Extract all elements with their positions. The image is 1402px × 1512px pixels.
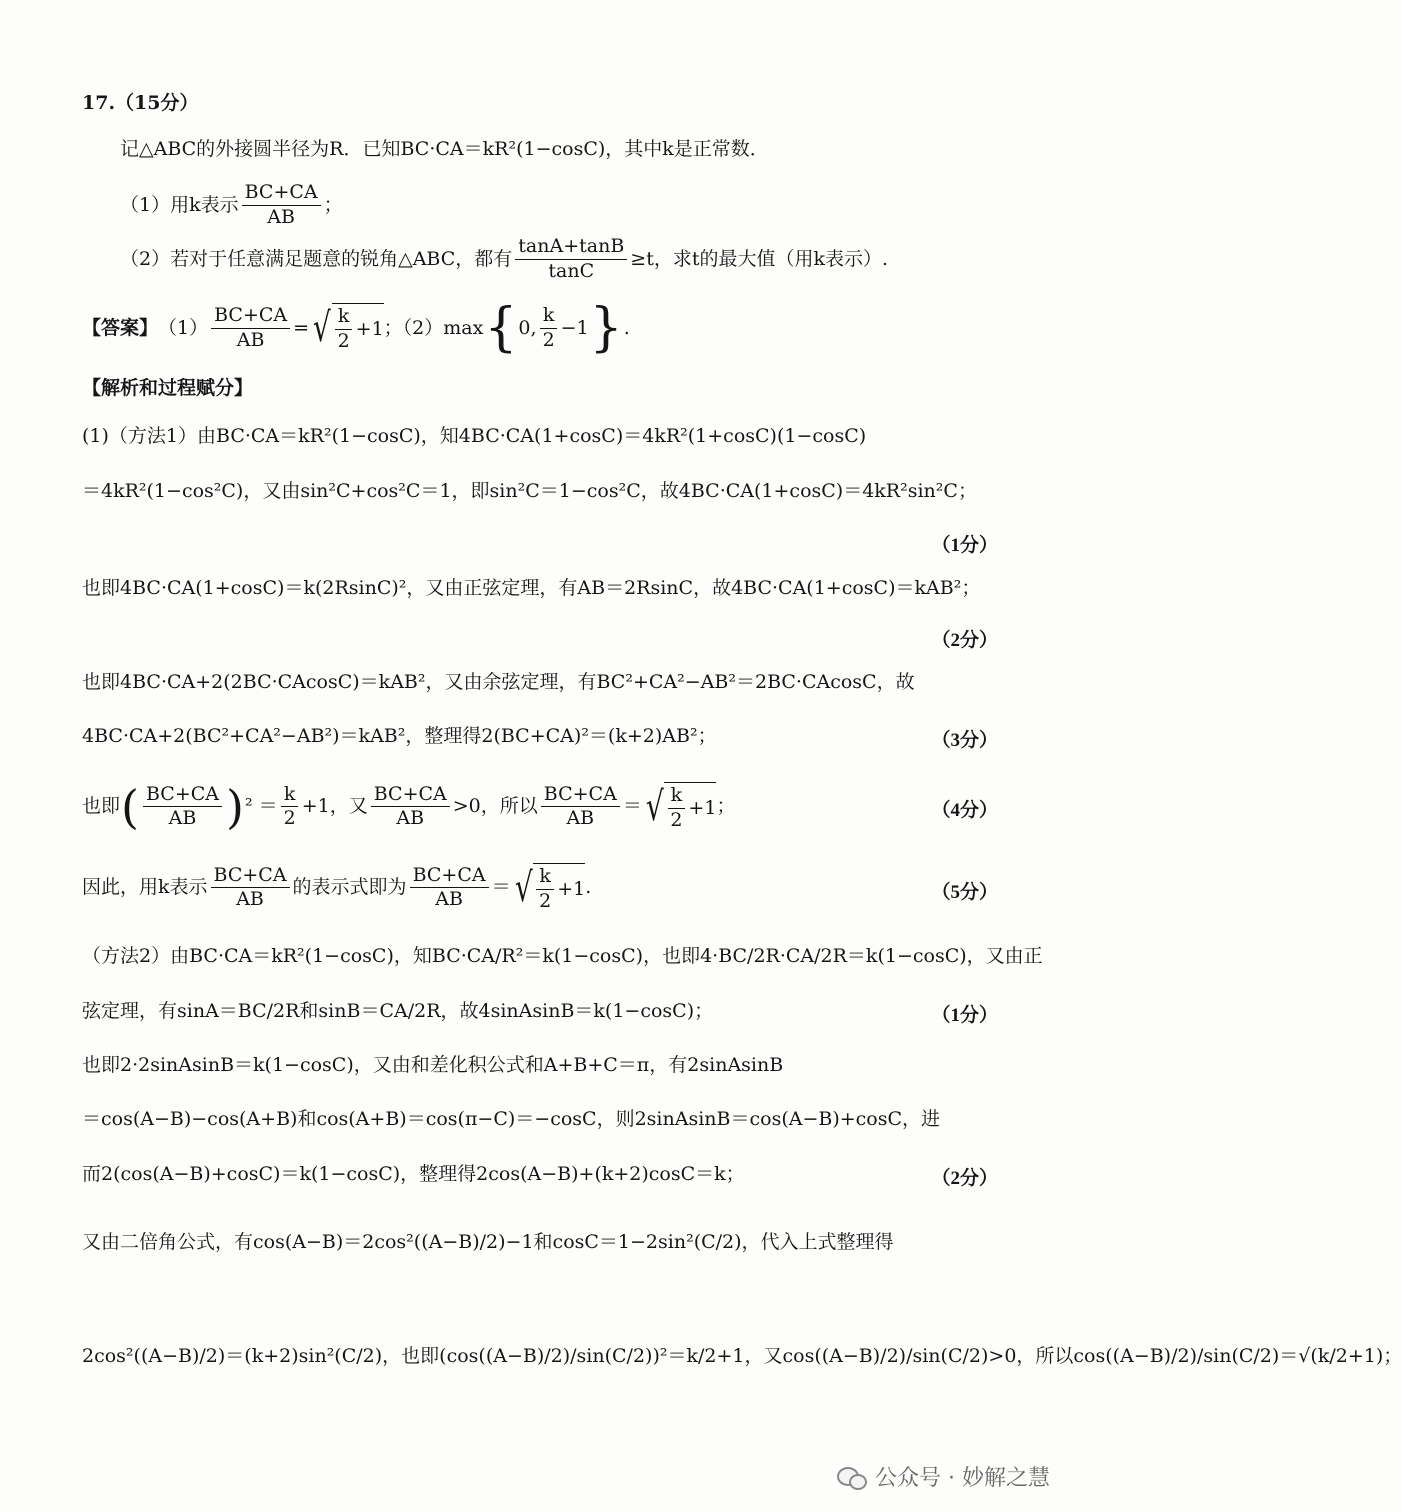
answer-equals: = — [293, 316, 310, 339]
part1-text: （1）用k表示 — [120, 193, 239, 216]
radical-sign: √ — [514, 864, 533, 911]
line6-fraction-1 — [143, 784, 222, 831]
line6-sqrt — [642, 782, 717, 832]
line6-numerator-2: BC+CA — [371, 784, 450, 808]
score-4: （4分） — [931, 800, 998, 821]
left-paren: ( — [121, 779, 139, 834]
line6-c: +1，又 — [301, 795, 368, 818]
score-5: （5分） — [931, 882, 998, 903]
line7-c: ＝ — [491, 876, 511, 899]
line7-root-k: k — [536, 866, 554, 890]
line6-numerator-1: BC+CA — [143, 784, 222, 808]
line6-denominator-2: AB — [396, 807, 425, 830]
answer-line — [82, 298, 1000, 358]
radical-sign: √ — [312, 305, 331, 351]
answer-set-numerator: k — [540, 305, 558, 329]
line7-sqrt — [511, 863, 586, 913]
answer-sqrt — [309, 303, 384, 353]
watermark-text: 公众号 · 妙解之慧 — [875, 1466, 1050, 1491]
problem-part2 — [120, 236, 1000, 283]
line6-f: ； — [716, 795, 736, 818]
line7-root-fraction — [536, 866, 554, 913]
analysis-line-11: ＝cos(A−B)−cos(A+B)和cos(A+B)＝cos(π−C)＝−cosC，则2sinAsinB＝cos(A−B)+cosC，进 — [82, 1108, 941, 1130]
analysis-line-8: （方法2）由BC·CA＝kR²(1−cosC)，知BC·CA/R²＝k(1−cosC)，也即4·BC/2R·CA/2R＝k(1−cosC)，又由正 — [82, 945, 1043, 967]
part2-fraction — [515, 236, 627, 283]
score-2: （2分） — [931, 630, 998, 651]
line7-denominator-2: AB — [435, 888, 463, 911]
analysis-line-14: 2cos²((A−B)/2)＝(k+2)sin²(C/2)，也即(cos((A−B)/2)/sin(C/2))²＝k/2+1，又cos((A−B)/2)/sin(C/2)>0，所以cos((A−B)/2)/sin(C/2)＝√(k/2+1)； — [82, 1345, 1402, 1367]
score-7: （2分） — [931, 1168, 998, 1189]
line6-2: 2 — [283, 807, 296, 830]
answer-label: 【答案】 — [82, 316, 159, 339]
part1-numerator: BC+CA — [242, 182, 321, 206]
answer-part2: ；（2）max — [383, 316, 484, 339]
right-brace: } — [589, 298, 623, 358]
line7-fraction-1 — [211, 865, 290, 912]
line6-fraction-2 — [371, 784, 450, 831]
score-6: （1分） — [931, 1005, 998, 1026]
line6-fraction-3 — [541, 784, 620, 831]
part1-end: ； — [323, 193, 343, 216]
answer-set-fraction — [540, 305, 558, 352]
part1-denominator: AB — [267, 205, 295, 228]
line6-root-fraction — [667, 785, 685, 832]
line7-root-2: 2 — [539, 889, 552, 912]
line6-e: ＝ — [622, 795, 642, 818]
analysis-line-5: 4BC·CA+2(BC²+CA²−AB²)＝kAB²，整理得2(BC+CA)²＝(k+2)AB²； — [82, 725, 717, 747]
problem-part1 — [120, 182, 1000, 229]
score-1: （1分） — [931, 535, 998, 556]
line6-d: >0，所以 — [452, 795, 538, 818]
line6-denominator-1: AB — [168, 807, 197, 830]
analysis-line-3: 也即4BC·CA(1+cosC)＝k(2RsinC)²，又由正弦定理，有AB＝2RsinC，故4BC·CA(1+cosC)＝kAB²； — [82, 577, 981, 599]
part1-fraction — [242, 182, 321, 229]
line6-plus-one: +1 — [688, 796, 717, 819]
analysis-line-1: (1)（方法1）由BC·CA＝kR²(1−cosC)，知4BC·CA(1+cosC)＝4kR²(1+cosC)(1−cosC) — [82, 425, 867, 447]
problem-statement: 记△ABC的外接圆半径为R．已知BC·CA＝kR²(1−cosC)，其中k是正常数． — [120, 138, 769, 160]
analysis-line-13: 又由二倍角公式，有cos(A−B)＝2cos²((A−B)/2)−1和cosC＝1−2sin²(C/2)，代入上式整理得 — [82, 1231, 894, 1253]
line6-k: k — [281, 784, 299, 808]
answer-root-numerator: k — [335, 306, 353, 330]
radical-sign: √ — [645, 783, 664, 830]
answer-set-minus-one: −1 — [560, 316, 589, 339]
line7-fraction-2 — [410, 865, 489, 912]
line7-a: 因此，用k表示 — [82, 876, 208, 899]
answer-denominator: AB — [236, 328, 265, 351]
line6-denominator-3: AB — [566, 807, 595, 830]
line6-b: ² ＝ — [244, 795, 278, 818]
part2-numerator: tanA+tanB — [515, 236, 627, 260]
line6-numerator-3: BC+CA — [541, 784, 620, 808]
right-paren: ) — [226, 779, 244, 834]
analysis-line-4: 也即4BC·CA+2(2BC·CAcosC)＝kAB²，又由余弦定理，有BC²+CA²−AB²＝2BC·CAcosC，故 — [82, 671, 915, 693]
part2-denominator: tanC — [548, 259, 595, 282]
score-3: （3分） — [931, 730, 998, 751]
answer-plus-one: +1 — [355, 318, 384, 341]
part2-end: ≥t，求t的最大值（用k表示）. — [630, 247, 889, 270]
analysis-line-10: 也即2·2sinAsinB＝k(1−cosC)，又由和差化积公式和A+B+C＝π，有2sinAsinB — [82, 1054, 784, 1076]
answer-set-denominator: 2 — [542, 328, 555, 351]
problem-number: 17.（15分） — [82, 92, 199, 114]
analysis-line-9: 弦定理，有sinA＝BC/2R和sinB＝CA/2R，故4sinAsinB＝k(1−cosC)； — [82, 1000, 714, 1022]
left-brace: { — [484, 298, 518, 358]
analysis-line-7 — [82, 863, 880, 913]
answer-root-denominator: 2 — [337, 330, 350, 352]
answer-end: . — [623, 316, 630, 339]
analysis-line-2: ＝4kR²(1−cos²C)，又由sin²C+cos²C＝1，即sin²C＝1−cos²C，故4BC·CA(1+cosC)＝4kR²sin²C； — [82, 480, 977, 502]
line6-fraction-k — [281, 784, 299, 831]
line7-b: 的表示式即为 — [292, 876, 407, 899]
answer-fraction — [211, 305, 290, 352]
analysis-line-12: 而2(cos(A−B)+cosC)＝k(1−cosC)，整理得2cos(A−B)+(k+2)cosC＝k； — [82, 1163, 745, 1185]
watermark — [837, 1461, 1050, 1492]
line7-numerator-2: BC+CA — [410, 865, 489, 889]
answer-set-zero: 0, — [518, 316, 537, 339]
line7-d: . — [585, 876, 592, 899]
line6-root-k: k — [668, 785, 686, 809]
line7-plus-one: +1 — [557, 877, 586, 900]
line6-root-2: 2 — [670, 808, 683, 831]
part2-text: （2）若对于任意满足题意的锐角△ABC，都有 — [120, 247, 513, 270]
answer-part1: （1） — [158, 316, 209, 339]
answer-root-fraction — [335, 306, 353, 353]
line6-a: 也即 — [82, 795, 121, 818]
line7-numerator-1: BC+CA — [211, 865, 290, 889]
line7-denominator-1: AB — [236, 888, 264, 911]
answer-numerator: BC+CA — [211, 305, 290, 329]
analysis-line-6 — [82, 779, 880, 834]
wechat-icon — [837, 1465, 867, 1489]
analysis-label: 【解析和过程赋分】 — [82, 377, 254, 399]
